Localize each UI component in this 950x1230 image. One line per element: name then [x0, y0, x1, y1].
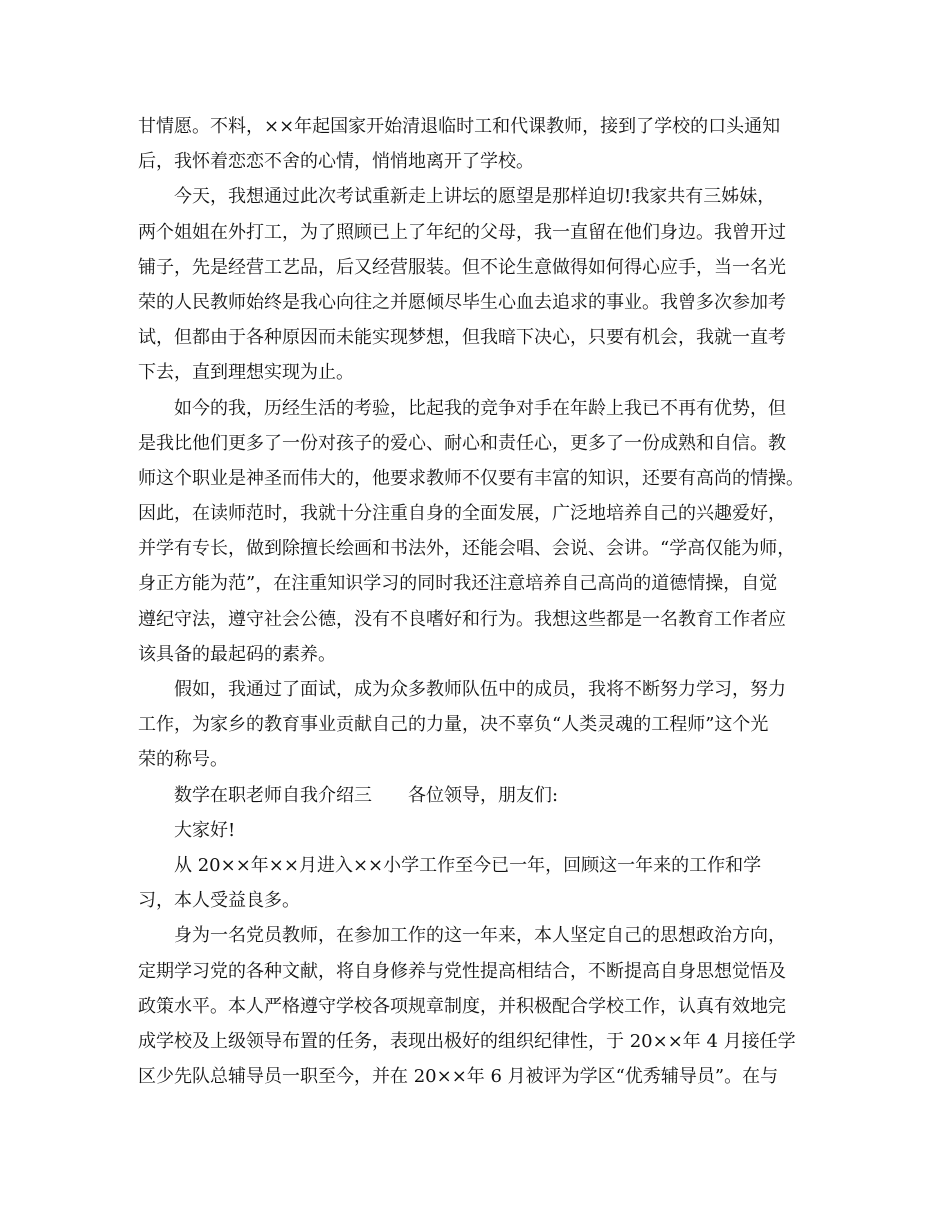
text-line: 身为一名党员教师，在参加工作的这一年来，本人坚定自己的思想政治方向， [174, 925, 786, 947]
text-line: 师这个职业是神圣而伟大的，他要求教师不仅要有丰富的知识，还要有高尚的情操。 [138, 467, 804, 489]
text-line: 如今的我，历经生活的考验，比起我的竞争对手在年龄上我已不再有优势，但 [174, 397, 786, 419]
text-line: 习，本人受益良多。 [138, 890, 300, 912]
text-line: 下去，直到理想实现为止。 [138, 362, 354, 384]
text-line: 成学校及上级领导布置的任务，表现出极好的组织纪律性，于 20××年 4 月接任学 [138, 1030, 796, 1052]
text-line: 试，但都由于各种原因而未能实现梦想，但我暗下决心，只要有机会，我就一直考 [138, 327, 786, 349]
text-line: 假如，我通过了面试，成为众多教师队伍中的成员，我将不断努力学习，努力 [174, 679, 786, 700]
text-line: 数学在职老师自我介绍三 各位领导，朋友们: [174, 784, 559, 806]
text-line: 区少先队总辅导员一职至今，并在 20××年 6 月被评为学区“优秀辅导员”。在与 [138, 1066, 779, 1088]
text-line: 工作，为家乡的教育事业贡献自己的力量，决不辜负“人类灵魂的工程师”这个光 [138, 714, 769, 736]
text-line: 该具备的最起码的素养。 [138, 643, 336, 665]
text-line: 铺子，先是经营工艺品，后又经营服装。但不论生意做得如何得心应手，当一名光 [138, 256, 786, 278]
text-line: 遵纪守法，遵守社会公德，没有不良嗜好和行为。我想这些都是一名教育工作者应 [138, 608, 786, 630]
text-line: 荣的人民教师始终是我心向往之并愿倾尽毕生心血去追求的事业。我曾多次参加考 [138, 291, 786, 313]
text-line: 是我比他们更多了一份对孩子的爱心、耐心和责任心，更多了一份成熟和自信。教 [138, 432, 786, 454]
text-line: 因此，在读师范时，我就十分注重自身的全面发展，广泛地培养自己的兴趣爱好， [138, 503, 786, 525]
text-line: 后，我怀着恋恋不舍的心情，悄悄地离开了学校。 [138, 151, 534, 173]
text-line: 荣的称号。 [138, 749, 228, 771]
text-line: 从 20××年××月进入××小学工作至今已一年，回顾这一年来的工作和学 [174, 854, 762, 876]
text-line: 定期学习党的各种文献，将自身修养与党性提高相结合，不断提高自身思想觉悟及 [138, 960, 786, 982]
text-line: 身正方能为范”，在注重知识学习的同时我还注意培养自己高尚的道德情操，自觉 [138, 573, 778, 595]
text-line: 两个姐姐在外打工，为了照顾已上了年纪的父母，我一直留在他们身边。我曾开过 [138, 221, 786, 243]
text-line: 大家好! [174, 819, 236, 841]
document-body [138, 109, 814, 1094]
text-line: 并学有专长，做到除擅长绘画和书法外，还能会唱、会说、会讲。“学高仅能为师， [138, 538, 796, 560]
text-line: 政策水平。本人严格遵守学校各项规章制度，并积极配合学校工作，认真有效地完 [138, 995, 786, 1017]
text-line: 今天，我想通过此次考试重新走上讲坛的愿望是那样迫切!我家共有三姊妹， [174, 186, 776, 208]
text-line: 甘情愿。不料，××年起国家开始清退临时工和代课教师，接到了学校的口头通知 [138, 116, 781, 137]
